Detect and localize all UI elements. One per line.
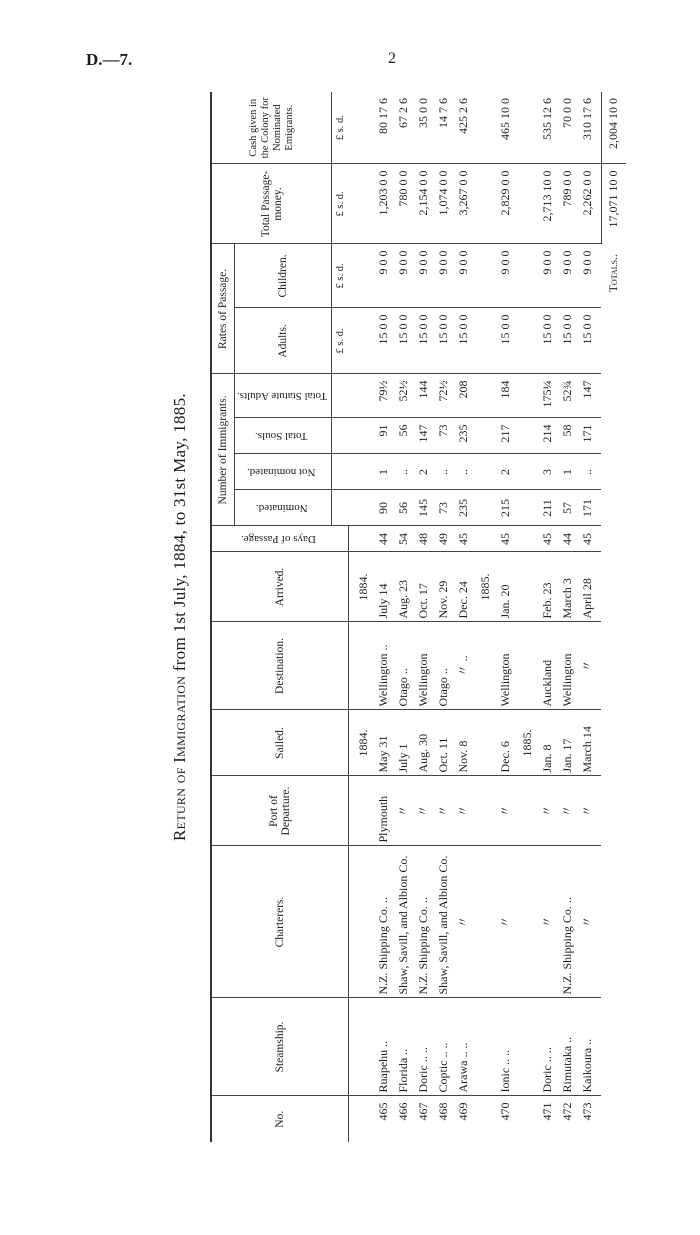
col-header-total-adults [235, 374, 332, 418]
row-passage-money: 1,203 0 0 [371, 164, 391, 244]
row-arrived: Feb. 23 [535, 552, 555, 622]
row-days: 45 [493, 526, 513, 552]
row-rate-adult: 15 0 0 [575, 308, 602, 374]
row-no: 471 [535, 1096, 555, 1142]
row-statute-adults: 208 [451, 374, 471, 418]
row-not-nominated: .. [451, 454, 471, 490]
row-no: 473 [575, 1096, 602, 1142]
row-destination: Wellington .. [371, 622, 391, 710]
immigration-table [210, 92, 626, 1142]
row-port: 〃 [493, 776, 513, 846]
row-statute-adults: 184 [493, 374, 513, 418]
col-header-days [211, 526, 348, 552]
year-arrived-1885: 1885. [471, 552, 493, 622]
row-port: 〃 [575, 776, 602, 846]
row-days: 48 [411, 526, 431, 552]
table-row [575, 92, 602, 1142]
row-sailed: Aug. 30 [411, 710, 431, 776]
row-sailed: July 1 [391, 710, 411, 776]
row-destination: Otago .. [431, 622, 451, 710]
row-ship: Kaikoura .. [575, 998, 602, 1096]
col-header-charterers: Charterers. [211, 846, 348, 998]
row-statute-adults: 72½ [431, 374, 451, 418]
row-rate-adult: 15 0 0 [493, 308, 513, 374]
col-header-not-nominated [235, 454, 332, 490]
row-rate-child: 9 0 0 [371, 244, 391, 308]
document-reference: D.—7. [86, 50, 133, 69]
row-arrived: April 28 [575, 552, 602, 622]
col-header-children: Children. [235, 244, 332, 308]
row-rate-adult: 15 0 0 [411, 308, 431, 374]
unit-adults: £ s. d. [332, 308, 349, 374]
row-cash: 70 0 0 [559, 97, 574, 128]
col-header-nominated [235, 490, 332, 526]
row-not-nominated: 1 [555, 454, 575, 490]
table-row [431, 92, 451, 1142]
row-rate-adult: 15 0 0 [555, 308, 575, 374]
row-not-nominated: 3 [535, 454, 555, 490]
col-header-sailed: Sailed. [211, 710, 348, 776]
row-charterer: 〃 [535, 846, 555, 998]
row-port: 〃 [411, 776, 431, 846]
row-charterer: 〃 [575, 846, 602, 998]
table-row [555, 92, 575, 1142]
row-cash: 465 10 0 [497, 97, 512, 140]
row-passage-money: 789 0 0 [555, 164, 575, 244]
row-passage-money: 1,074 0 0 [431, 164, 451, 244]
table-title [170, 92, 190, 1142]
row-destination: 〃 [575, 622, 602, 710]
col-header-arrived: Arrived. [211, 552, 348, 622]
row-nominated: 73 [431, 490, 451, 526]
row-passage-money: 780 0 0 [391, 164, 411, 244]
row-rate-adult: 15 0 0 [371, 308, 391, 374]
row-sailed: Dec. 6 [493, 710, 513, 776]
row-charterer: N.Z. Shipping Co. .. [555, 846, 575, 998]
row-sailed: Jan. 17 [555, 710, 575, 776]
col-header-nominated-text: Nominated. [255, 502, 308, 514]
row-arrived: Nov. 29 [431, 552, 451, 622]
row-arrived: Dec. 24 [451, 552, 471, 622]
row-days: 45 [451, 526, 471, 552]
row-cash: 35 0 0 [415, 97, 430, 128]
row-no: 469 [451, 1096, 471, 1142]
row-not-nominated: .. [391, 454, 411, 490]
row-rate-child: 9 0 0 [493, 244, 513, 308]
row-passage-money: 2,262 0 0 [575, 164, 602, 244]
row-destination: Wellington [493, 622, 513, 710]
row-souls: 56 [391, 418, 411, 454]
row-charterer: N.Z. Shipping Co. .. [371, 846, 391, 998]
row-destination: Wellington [411, 622, 431, 710]
rotated-return-table [170, 92, 640, 1142]
row-days: 45 [535, 526, 555, 552]
row-port: 〃 [431, 776, 451, 846]
row-ship: Arawa .. .. [451, 998, 471, 1096]
row-days: 45 [575, 526, 602, 552]
row-not-nominated: 2 [493, 454, 513, 490]
row-nominated: 57 [555, 490, 575, 526]
row-port: 〃 [391, 776, 411, 846]
row-ship: Coptic .. .. [431, 998, 451, 1096]
row-statute-adults: 144 [411, 374, 431, 418]
row-rate-adult: 15 0 0 [451, 308, 471, 374]
row-cash: 80 17 6 [375, 97, 390, 134]
row-arrived: March 3 [555, 552, 575, 622]
table-row [451, 92, 471, 1142]
row-souls: 91 [371, 418, 391, 454]
col-header-days-text: Days of Passage. [240, 533, 316, 545]
row-ship: Ionic .. .. [493, 998, 513, 1096]
row-days: 44 [371, 526, 391, 552]
col-header-total-souls [235, 418, 332, 454]
row-arrived: July 14 [371, 552, 391, 622]
row-sailed: Nov. 8 [451, 710, 471, 776]
row-arrived: Oct. 17 [411, 552, 431, 622]
col-header-port: Port of Departure. [211, 776, 348, 846]
row-cash: 14 7 6 [435, 97, 450, 128]
title-rest: from 1st July, 1884, to 31st May, 1885. [170, 393, 189, 672]
row-charterer: 〃 [493, 846, 513, 998]
unit-children: £ s. d. [332, 244, 349, 308]
row-no: 468 [431, 1096, 451, 1142]
row-passage-money: 2,154 0 0 [411, 164, 431, 244]
col-header-no: No. [211, 1096, 348, 1142]
row-statute-adults: 175¼ [535, 374, 555, 418]
row-cash: 310 17 6 [579, 97, 594, 140]
row-ship: Doric .. .. [411, 998, 431, 1096]
row-nominated: 215 [493, 490, 513, 526]
row-no: 470 [493, 1096, 513, 1142]
row-nominated: 90 [371, 490, 391, 526]
year-sailed-1884: 1884. [348, 710, 371, 776]
totals-label: Totals.. [605, 253, 620, 293]
row-days: 49 [431, 526, 451, 552]
col-group-rates: Rates of Passage. [211, 244, 235, 374]
row-nominated: 211 [535, 490, 555, 526]
row-ship: Rimutaka .. [555, 998, 575, 1096]
col-group-immigrants: Number of Immigrants. [211, 374, 235, 526]
row-not-nominated: 1 [371, 454, 391, 490]
table-row [493, 92, 513, 1142]
row-no: 467 [411, 1096, 431, 1142]
row-passage-money: 2,829 0 0 [493, 164, 513, 244]
row-arrived: Aug. 23 [391, 552, 411, 622]
row-charterer: 〃 [451, 846, 471, 998]
row-port: Plymouth [371, 776, 391, 846]
row-sailed: May 31 [371, 710, 391, 776]
col-header-total-passage: Total Passage-money. [211, 164, 332, 244]
col-header-total-adults-text: Total Statute Adults. [236, 389, 327, 402]
row-charterer: N.Z. Shipping Co. .. [411, 846, 431, 998]
row-rate-adult: 15 0 0 [431, 308, 451, 374]
row-ship: Doric .. .. [535, 998, 555, 1096]
row-port: 〃 [535, 776, 555, 846]
row-rate-child: 9 0 0 [411, 244, 431, 308]
row-rate-child: 9 0 0 [391, 244, 411, 308]
unit-total-passage: £ s. d. [332, 164, 349, 244]
unit-cash: £ s. d. [334, 115, 346, 141]
col-header-steamship: Steamship. [211, 998, 348, 1096]
row-rate-child: 9 0 0 [535, 244, 555, 308]
row-souls: 171 [575, 418, 602, 454]
row-rate-adult: 15 0 0 [391, 308, 411, 374]
col-header-cash: Cash given in the Colony for Nominated Emigrants. [211, 92, 332, 164]
row-destination: Auckland [535, 622, 555, 710]
row-port: 〃 [555, 776, 575, 846]
row-passage-money: 2,713 10 0 [535, 164, 555, 244]
row-passage-money: 3,267 0 0 [451, 164, 471, 244]
row-cash: 425 2 6 [455, 97, 470, 134]
row-rate-child: 9 0 0 [555, 244, 575, 308]
row-cash: 67 2 6 [395, 97, 410, 128]
row-rate-adult: 15 0 0 [535, 308, 555, 374]
row-statute-adults: 147 [575, 374, 602, 418]
title-prefix: Return of Immigration [170, 675, 189, 841]
col-header-total-souls-text: Total Souls. [255, 430, 308, 442]
row-cash: 535 12 6 [539, 97, 554, 140]
year-sailed-1885: 1885. [513, 710, 535, 776]
row-rate-child: 9 0 0 [431, 244, 451, 308]
table-row [411, 92, 431, 1142]
row-nominated: 235 [451, 490, 471, 526]
row-souls: 58 [555, 418, 575, 454]
col-header-not-nominated-text: Not nominated. [247, 466, 316, 478]
row-no: 472 [555, 1096, 575, 1142]
row-destination: Wellington [555, 622, 575, 710]
page-number: 2 [388, 50, 396, 67]
col-header-destination: Destination. [211, 622, 348, 710]
row-days: 54 [391, 526, 411, 552]
row-not-nominated: 2 [411, 454, 431, 490]
row-souls: 214 [535, 418, 555, 454]
row-arrived: Jan. 20 [493, 552, 513, 622]
row-no: 466 [391, 1096, 411, 1142]
totals-cash: 2,004 10 0 [601, 92, 626, 164]
year-arrived-1884: 1884. [348, 552, 371, 622]
row-nominated: 171 [575, 490, 602, 526]
row-no: 465 [371, 1096, 391, 1142]
row-statute-adults: 79½ [371, 374, 391, 418]
row-nominated: 56 [391, 490, 411, 526]
row-destination: 〃 .. [451, 622, 471, 710]
row-souls: 73 [431, 418, 451, 454]
row-sailed: March 14 [575, 710, 602, 776]
row-destination: Otago .. [391, 622, 411, 710]
row-statute-adults: 52½ [391, 374, 411, 418]
row-not-nominated: .. [431, 454, 451, 490]
row-rate-child: 9 0 0 [451, 244, 471, 308]
row-days: 44 [555, 526, 575, 552]
row-sailed: Oct. 11 [431, 710, 451, 776]
row-port: 〃 [451, 776, 471, 846]
row-ship: Florida .. [391, 998, 411, 1096]
row-not-nominated: .. [575, 454, 602, 490]
table-row [391, 92, 411, 1142]
row-ship: Ruapehu .. [371, 998, 391, 1096]
table-row [535, 92, 555, 1142]
totals-passage-money: 17,071 10 0 [601, 164, 626, 244]
row-statute-adults: 52¾ [555, 374, 575, 418]
row-sailed: Jan. 8 [535, 710, 555, 776]
row-charterer: Shaw, Savill, and Albion Co. [431, 846, 451, 998]
row-nominated: 145 [411, 490, 431, 526]
row-souls: 217 [493, 418, 513, 454]
col-header-adults: Adults. [235, 308, 332, 374]
row-rate-child: 9 0 0 [575, 244, 602, 308]
table-row [371, 92, 391, 1142]
row-charterer: Shaw, Savill, and Albion Co. [391, 846, 411, 998]
row-souls: 147 [411, 418, 431, 454]
row-souls: 235 [451, 418, 471, 454]
